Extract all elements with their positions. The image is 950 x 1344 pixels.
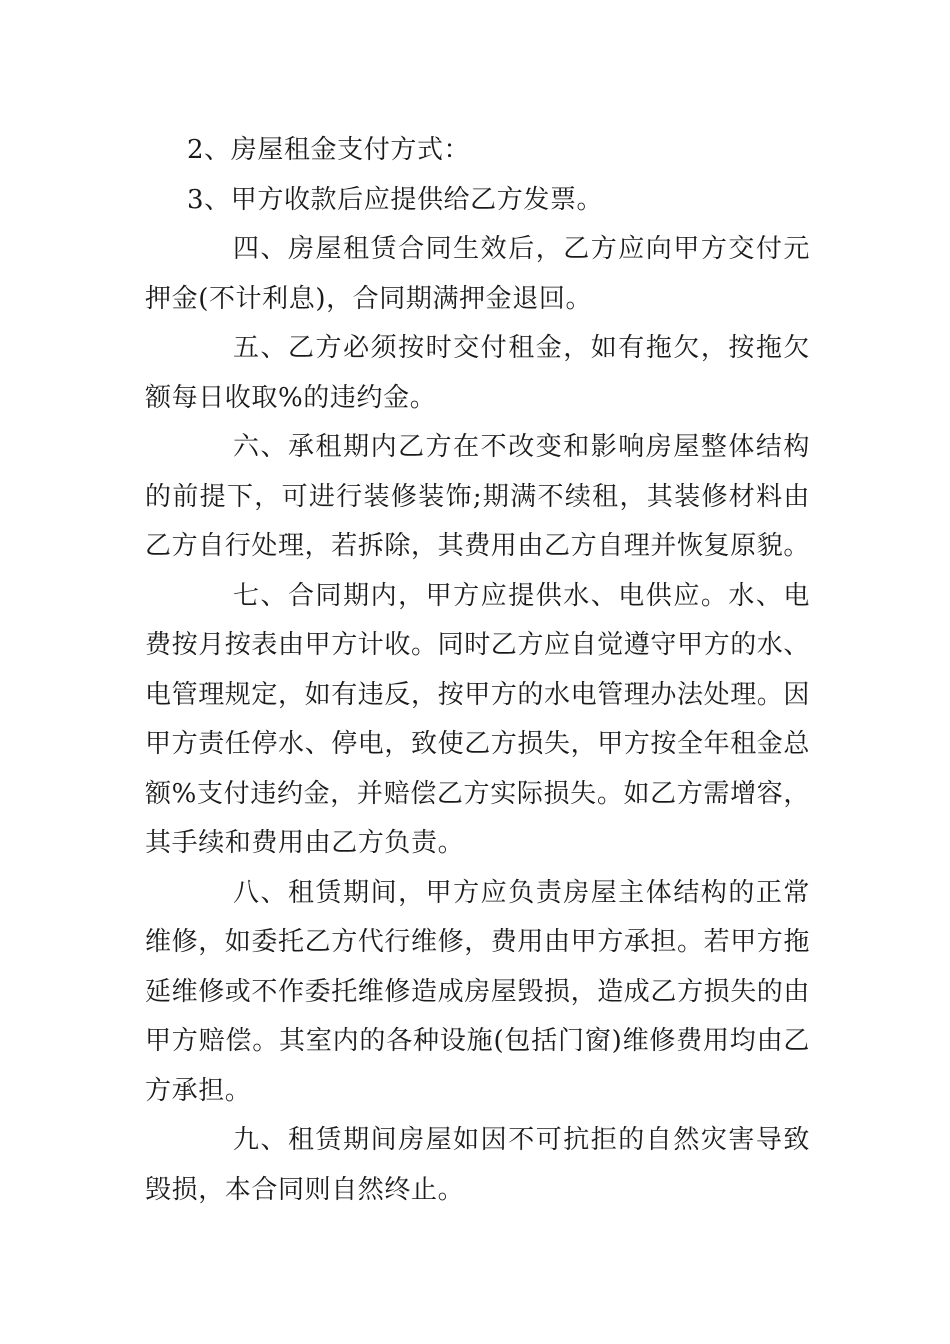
clause-5-late-payment: 五、乙方必须按时交付租金，如有拖欠，按拖欠额每日收取%的违约金。	[145, 333, 810, 413]
clause-6-renovation: 六、承租期内乙方在不改变和影响房屋整体结构的前提下，可进行装修装饰;期满不续租，其装修材料由乙方自行处理，若拆除，其费用由乙方自理并恢复原貌。	[145, 432, 811, 561]
clause-9-force-majeure: 九、租赁期间房屋如因不可抗拒的自然灾害导致毁损，本合同则自然终止。	[145, 1125, 810, 1205]
item-2-payment-method: 2、房屋租金支付方式：	[187, 135, 471, 165]
document-body	[145, 126, 810, 1215]
clause-4-deposit: 四、房屋租赁合同生效后，乙方应向甲方交付元押金(不计利息)，合同期满押金退回。	[145, 234, 810, 314]
item-3-invoice: 3、甲方收款后应提供给乙方发票。	[187, 184, 604, 215]
clause-7-utilities: 七、合同期内，甲方应提供水、电供应。水、电费按月按表由甲方计收。同时乙方应自觉遵守甲方的水、电管理规定，如有违反，按甲方的水电管理办法处理。因甲方责任停水、停电，致使乙方损失，甲方按全年租金总额%支付违约金，并赔偿乙方实际损失。如乙方需增容，其手续和费用由乙方负责。	[145, 580, 811, 858]
clause-8-maintenance: 八、租赁期间，甲方应负责房屋主体结构的正常维修，如委托乙方代行维修，费用由甲方承担。若甲方拖延维修或不作委托维修造成房屋毁损，造成乙方损失的由甲方赔偿。其室内的各种设施(包括门窗)维修费用均由乙方承担。	[145, 877, 811, 1106]
